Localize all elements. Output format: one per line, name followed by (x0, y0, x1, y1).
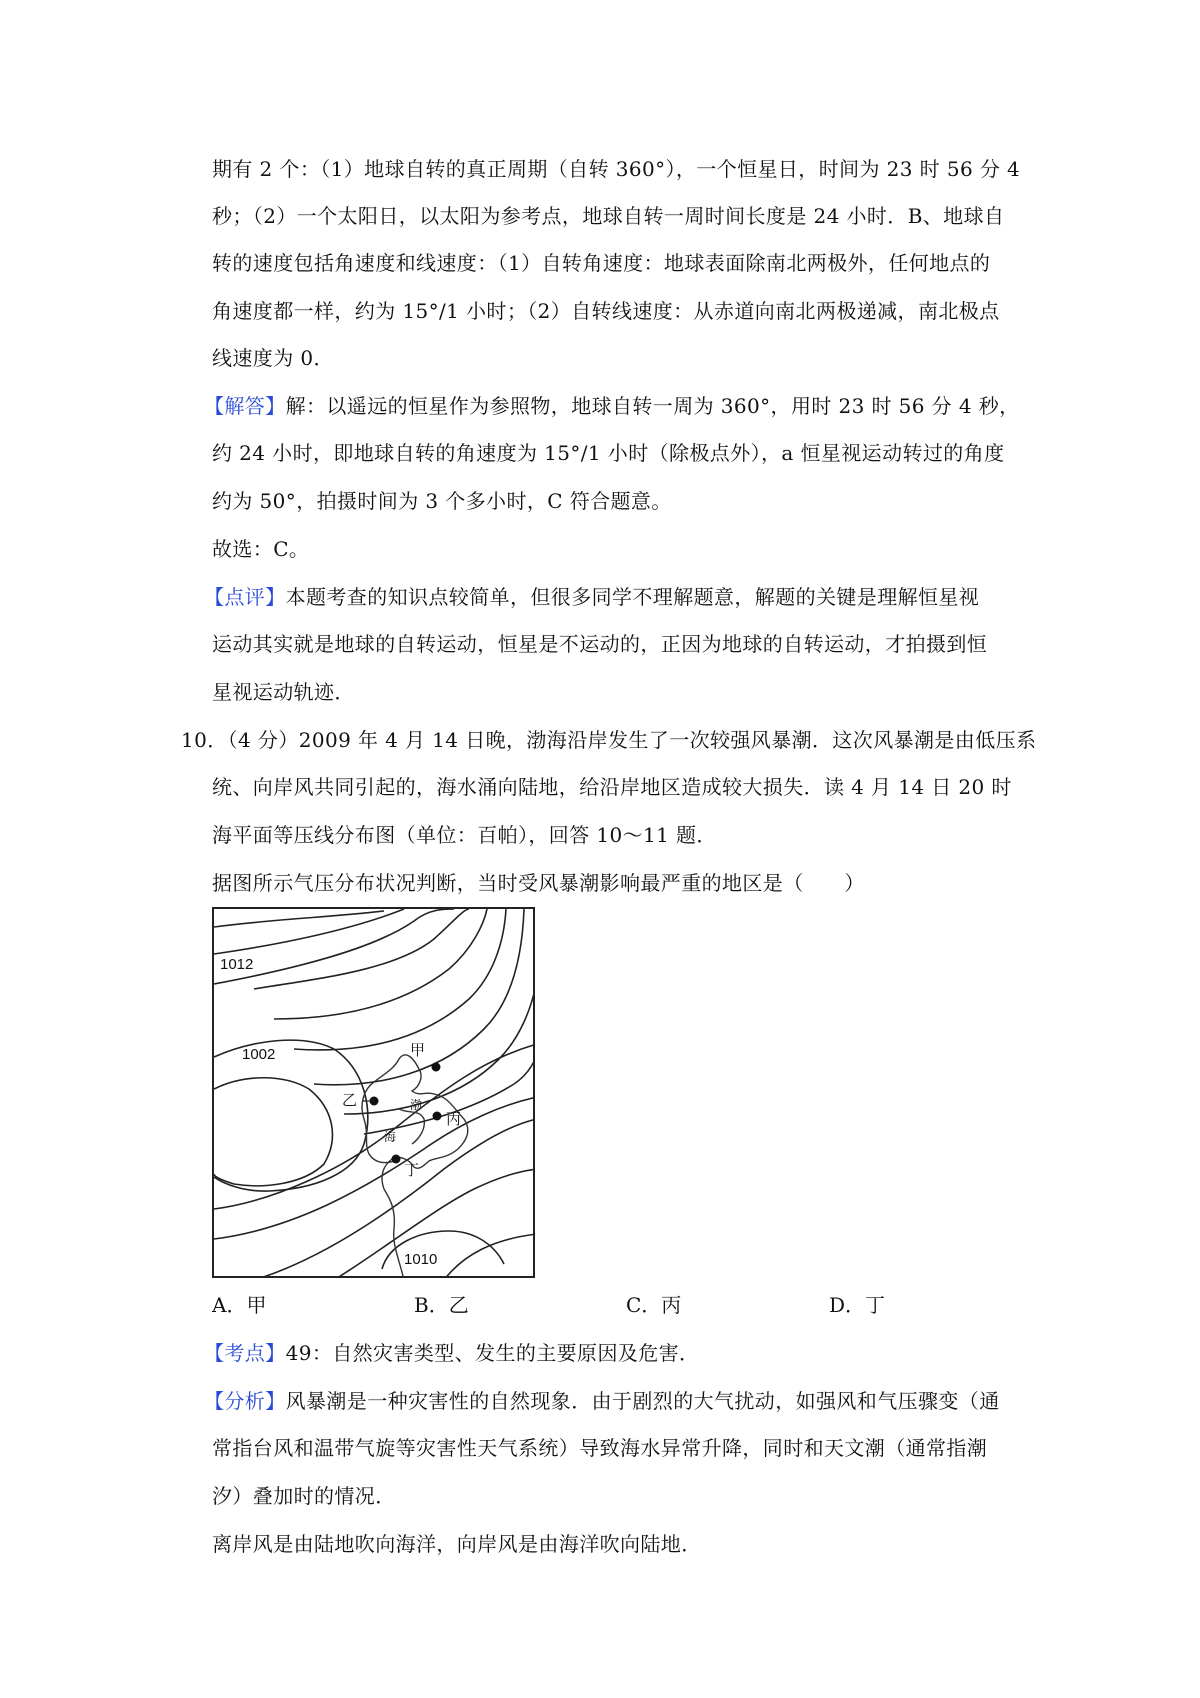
answer-tag: 【解答】 (204, 394, 286, 418)
answer-text-1: 解：以遥远的恒星作为参照物，地球自转一周为 360°，用时 23 时 56 分 4 秒， (285, 394, 1020, 418)
point-bing (433, 1112, 442, 1121)
answer-line-3: 约为 50°，拍摄时间为 3 个多小时，C 符合题意。 (212, 489, 672, 513)
kaodian-tag: 【考点】 (204, 1341, 286, 1365)
option-c[interactable]: C．丙 (626, 1293, 682, 1317)
comment-text-1: 本题考查的知识点较简单，但很多同学不理解题意，解题的关键是理解恒星视 (285, 585, 980, 609)
question-10-line-4: 据图所示气压分布状况判断，当时受风暴潮影响最严重的地区是（ ） (212, 871, 865, 895)
isobar-label-1002: 1002 (242, 1046, 276, 1063)
place-label-ding: 丁 (404, 1161, 420, 1179)
comment-tag: 【点评】 (204, 585, 286, 609)
last-line: 离岸风是由陆地吹向海洋，向岸风是由海洋吹向陆地． (212, 1532, 702, 1556)
answer-line-1 (204, 392, 1020, 420)
isobar-line (444, 1234, 535, 1278)
option-d[interactable]: D．丁 (829, 1293, 886, 1317)
analysis-line-3: 汐）叠加时的情况． (212, 1484, 396, 1508)
question-10-line-2: 统、向岸风共同引起的，海水涌向陆地，给沿岸地区造成较大损失．读 4 月 14 日 20 时 (212, 775, 1012, 799)
answer-line-2: 约 24 小时，即地球自转的角速度为 15°/1 小时（除极点外），a 恒星视运动转过的角度 (212, 441, 1005, 465)
text-line-1: 期有 2 个：（1）地球自转的真正周期（自转 360°），一个恒星日，时间为 23 时 56 分 4 (212, 157, 1021, 181)
kaodian-text: 49：自然灾害类型、发生的主要原因及危害． (285, 1341, 700, 1365)
point-jia (432, 1063, 441, 1072)
place-label-jia: 甲 (410, 1041, 426, 1059)
text-line-5: 线速度为 0． (212, 346, 334, 370)
isobar-map (212, 907, 535, 1278)
place-label-yi: 乙 (342, 1091, 358, 1109)
text-line-2: 秒；（2）一个太阳日，以太阳为参考点，地球自转一周时间长度是 24 小时．B、地球自 (212, 204, 1005, 228)
sea-label-hai: 海 (384, 1130, 397, 1144)
isobar-line (214, 1044, 535, 1209)
comment-line-2: 运动其实就是地球的自转运动，恒星是不运动的，正因为地球的自转运动，才拍摄到恒 (212, 632, 988, 656)
isobar-label-1012: 1012 (220, 956, 254, 973)
isobar-line (214, 909, 404, 954)
analysis-line-2: 常指台风和温带气旋等灾害性天气系统）导致海水异常升降，同时和天文潮（通常指潮 (212, 1436, 988, 1460)
sea-label-bo: 渤 (410, 1098, 423, 1112)
comment-line-3: 星视运动轨迹． (212, 680, 355, 704)
choice-line: 故选：C。 (212, 537, 310, 561)
text-line-3: 转的速度包括角速度和线速度：（1）自转角速度：地球表面除南北两极外，任何地点的 (212, 251, 991, 275)
isobar-line (214, 1097, 535, 1239)
option-a[interactable]: A．甲 (212, 1293, 267, 1317)
isobar-line (214, 1078, 332, 1186)
isobar-line (214, 1040, 368, 1191)
text-line-4: 角速度都一样，约为 15°/1 小时；（2）自转线速度：从赤道向南北两极递减，南北极点 (212, 299, 1000, 323)
kaodian-line (204, 1339, 699, 1367)
analysis-text-1: 风暴潮是一种灾害性的自然现象．由于剧烈的大气扰动，如强风和气压骤变（通 (285, 1389, 1000, 1413)
analysis-tag: 【分析】 (204, 1389, 286, 1413)
analysis-line-1 (204, 1387, 1000, 1415)
comment-line-1 (204, 583, 979, 611)
place-label-bing: 丙 (446, 1110, 462, 1128)
isobar-map-svg (214, 909, 535, 1278)
isobar-label-1010: 1010 (404, 1251, 438, 1268)
point-ding (392, 1155, 401, 1164)
option-b[interactable]: B．乙 (414, 1293, 469, 1317)
question-10-line-3: 海平面等压线分布图（单位：百帕），回答 10～11 题． (212, 823, 717, 847)
isobar-line (382, 1231, 504, 1269)
question-10-line-1: 10．（4 分）2009 年 4 月 14 日晚，渤海沿岸发生了一次较强风暴潮．这次风暴潮是由低压系 (181, 728, 1037, 752)
